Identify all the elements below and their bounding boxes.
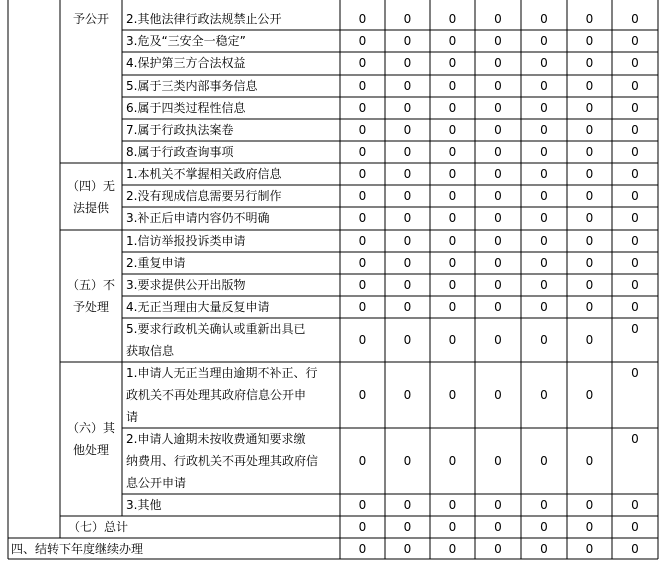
table-cell-value: 0 bbox=[448, 333, 457, 347]
carryover-cell-value: 0 bbox=[540, 542, 548, 556]
table-cell-value: 0 bbox=[585, 167, 594, 181]
category-label bbox=[60, 417, 122, 461]
table-cell-value: 0 bbox=[540, 145, 548, 159]
table-row-label bbox=[126, 428, 338, 494]
table-cell-value: 0 bbox=[540, 34, 548, 48]
table-cell-value: 0 bbox=[403, 34, 412, 48]
table-cell-value: 0 bbox=[358, 56, 367, 70]
table-cell-value: 0 bbox=[358, 333, 367, 347]
table-row-label bbox=[126, 296, 338, 318]
table-cell-value: 0 bbox=[403, 123, 412, 137]
category-label bbox=[60, 274, 122, 318]
table-cell-value: 0 bbox=[494, 79, 502, 93]
table-cell-value: 0 bbox=[585, 123, 594, 137]
table-cell-value: 0 bbox=[631, 498, 639, 512]
table-cell-value: 0 bbox=[403, 56, 412, 70]
table-cell-value: 0 bbox=[403, 79, 412, 93]
table-cell-value: 0 bbox=[585, 101, 594, 115]
table-row-label bbox=[126, 75, 338, 97]
table-cell-value: 0 bbox=[494, 498, 502, 512]
table-cell-value: 0 bbox=[358, 234, 367, 248]
row-label-line: 4.保护第三方合法权益 bbox=[126, 56, 246, 70]
table-row-label bbox=[126, 252, 338, 274]
table-cell-value: 0 bbox=[403, 189, 412, 203]
table-cell-value: 0 bbox=[585, 12, 594, 26]
table-cell-value: 0 bbox=[585, 256, 594, 270]
table-cell-value: 0 bbox=[540, 56, 548, 70]
table-cell-value: 0 bbox=[358, 211, 367, 225]
table-cell-value: 0 bbox=[358, 12, 367, 26]
row-label-line: 1.申请人无正当理由逾期不补正、行 bbox=[126, 366, 318, 380]
table-cell-value: 0 bbox=[585, 333, 594, 347]
row-label-line: 2.重复申请 bbox=[126, 256, 186, 270]
table-row-label bbox=[126, 119, 338, 141]
table-cell-value: 0 bbox=[358, 34, 367, 48]
total-cell-value: 0 bbox=[448, 520, 457, 534]
row-label-line: 7.属于行政执法案卷 bbox=[126, 123, 234, 137]
carryover-cell-value: 0 bbox=[585, 542, 594, 556]
row-label-line: 3.其他 bbox=[126, 498, 162, 512]
table-row-label bbox=[126, 30, 338, 52]
table-cell-value: 0 bbox=[631, 432, 639, 446]
table-cell-value: 0 bbox=[403, 234, 412, 248]
total-cell-value: 0 bbox=[585, 520, 594, 534]
table-cell-value: 0 bbox=[631, 79, 639, 93]
table-cell-value: 0 bbox=[631, 12, 639, 26]
table-cell-value: 0 bbox=[494, 167, 502, 181]
table-cell-value: 0 bbox=[358, 256, 367, 270]
table-cell-value: 0 bbox=[585, 34, 594, 48]
table-cell-value: 0 bbox=[494, 34, 502, 48]
row-label-line: 1.本机关不掌握相关政府信息 bbox=[126, 167, 282, 181]
table-cell-value: 0 bbox=[358, 454, 367, 468]
total-cell-value: 0 bbox=[494, 520, 502, 534]
table-cell-value: 0 bbox=[358, 145, 367, 159]
category-label-line: 法提供 bbox=[72, 200, 109, 215]
table-cell-value: 0 bbox=[494, 56, 502, 70]
table-cell-value: 0 bbox=[448, 498, 457, 512]
row-label-line: 4.无正当理由大量反复申请 bbox=[126, 300, 270, 314]
table-cell-value: 0 bbox=[358, 498, 367, 512]
table-cell-value: 0 bbox=[403, 167, 412, 181]
table-cell-value: 0 bbox=[631, 211, 639, 225]
table-cell-value: 0 bbox=[540, 333, 548, 347]
table-cell-value: 0 bbox=[448, 234, 457, 248]
row-label-line: 2.其他法律行政法规禁止公开 bbox=[126, 12, 282, 26]
row-label-line: 2.申请人逾期未按收费通知要求缴 bbox=[126, 432, 306, 446]
table-cell-value: 0 bbox=[448, 278, 457, 292]
table-cell-value: 0 bbox=[494, 300, 502, 314]
table-cell-value: 0 bbox=[585, 145, 594, 159]
table-cell-value: 0 bbox=[494, 388, 502, 402]
table-cell-value: 0 bbox=[448, 12, 457, 26]
table-cell-value: 0 bbox=[540, 388, 548, 402]
table-cell-value: 0 bbox=[585, 454, 594, 468]
table-cell-value: 0 bbox=[403, 454, 412, 468]
table-cell-value: 0 bbox=[631, 34, 639, 48]
row-label-line: 获取信息 bbox=[126, 344, 175, 358]
table-row-label bbox=[126, 185, 338, 207]
total-cell-value: 0 bbox=[358, 520, 367, 534]
category-label-line: （六）其 bbox=[66, 421, 115, 435]
table-cell-value: 0 bbox=[540, 234, 548, 248]
row-label-line: 政机关不再处理其政府信息公开申 bbox=[126, 388, 307, 402]
table-cell-value: 0 bbox=[631, 322, 639, 336]
table-row-label bbox=[126, 318, 338, 362]
table-cell-value: 0 bbox=[448, 167, 457, 181]
table-cell-value: 0 bbox=[585, 388, 594, 402]
table-cell-value: 0 bbox=[448, 189, 457, 203]
table-cell-value: 0 bbox=[448, 145, 457, 159]
table-row-label bbox=[126, 494, 338, 516]
table-row-label bbox=[126, 97, 338, 119]
table-cell-value: 0 bbox=[358, 123, 367, 137]
table-cell-value: 0 bbox=[448, 388, 457, 402]
table-cell-value: 0 bbox=[448, 454, 457, 468]
table-cell-value: 0 bbox=[585, 278, 594, 292]
table-cell-value: 0 bbox=[403, 388, 412, 402]
table-cell-value: 0 bbox=[540, 300, 548, 314]
table-row-label bbox=[126, 141, 338, 163]
table-cell-value: 0 bbox=[403, 498, 412, 512]
table-cell-value: 0 bbox=[540, 256, 548, 270]
table-cell-value: 0 bbox=[403, 333, 412, 347]
total-cell-value: 0 bbox=[540, 520, 548, 534]
row-label-line: 息公开申请 bbox=[126, 476, 187, 490]
row-label-line: 3.要求提供公开出版物 bbox=[126, 278, 246, 292]
row-label-line: 6.属于四类过程性信息 bbox=[126, 101, 246, 115]
table-cell-value: 0 bbox=[494, 12, 502, 26]
table-cell-value: 0 bbox=[540, 498, 548, 512]
table-cell-value: 0 bbox=[494, 454, 502, 468]
table-cell-value: 0 bbox=[494, 256, 502, 270]
table-row-label bbox=[126, 274, 338, 296]
table-cell-value: 0 bbox=[631, 278, 639, 292]
table-cell-value: 0 bbox=[494, 189, 502, 203]
row-label-line: 5.属于三类内部事务信息 bbox=[126, 79, 258, 93]
table-cell-value: 0 bbox=[540, 12, 548, 26]
table-cell-value: 0 bbox=[358, 167, 367, 181]
table-cell-value: 0 bbox=[540, 167, 548, 181]
table-cell-value: 0 bbox=[540, 123, 548, 137]
table-cell-value: 0 bbox=[403, 12, 412, 26]
carryover-cell-value: 0 bbox=[403, 542, 412, 556]
table-cell-value: 0 bbox=[631, 123, 639, 137]
table-cell-value: 0 bbox=[403, 256, 412, 270]
table-cell-value: 0 bbox=[448, 56, 457, 70]
total-cell-value: 0 bbox=[403, 520, 412, 534]
table-cell-value: 0 bbox=[540, 211, 548, 225]
category-label-line: 他处理 bbox=[72, 443, 109, 457]
table-cell-value: 0 bbox=[403, 101, 412, 115]
table-cell-value: 0 bbox=[494, 145, 502, 159]
table-cell-value: 0 bbox=[494, 211, 502, 225]
row-label-line: 5.要求行政机关确认或重新出具已 bbox=[126, 322, 306, 336]
table-cell-value: 0 bbox=[448, 101, 457, 115]
table-cell-value: 0 bbox=[358, 300, 367, 314]
table-cell-value: 0 bbox=[585, 211, 594, 225]
table-cell-value: 0 bbox=[494, 333, 502, 347]
table-row-label bbox=[126, 230, 338, 252]
table-cell-value: 0 bbox=[540, 454, 548, 468]
table-cell-value: 0 bbox=[358, 388, 367, 402]
table-cell-value: 0 bbox=[631, 300, 639, 314]
table-cell-value: 0 bbox=[403, 300, 412, 314]
row-label-line: 请 bbox=[126, 410, 139, 424]
table-cell-value: 0 bbox=[585, 189, 594, 203]
table-cell-value: 0 bbox=[631, 234, 639, 248]
carryover-cell-value: 0 bbox=[448, 542, 457, 556]
table-row-label bbox=[126, 52, 338, 74]
table-cell-value: 0 bbox=[494, 278, 502, 292]
category-label-line: （四）无 bbox=[66, 178, 115, 193]
table-cell-value: 0 bbox=[494, 234, 502, 248]
table-cell-value: 0 bbox=[631, 189, 639, 203]
table-cell-value: 0 bbox=[631, 256, 639, 270]
table-cell-value: 0 bbox=[448, 79, 457, 93]
table-row-label bbox=[126, 362, 338, 428]
table-cell-value: 0 bbox=[358, 189, 367, 203]
category-label-line: 予处理 bbox=[72, 300, 109, 314]
table-cell-value: 0 bbox=[540, 79, 548, 93]
table-cell-value: 0 bbox=[585, 234, 594, 248]
category-label bbox=[60, 8, 122, 30]
table-cell-value: 0 bbox=[585, 79, 594, 93]
table-cell-value: 0 bbox=[631, 101, 639, 115]
category-label-line: （五）不 bbox=[66, 278, 115, 292]
table-cell-value: 0 bbox=[585, 498, 594, 512]
table-cell-value: 0 bbox=[448, 256, 457, 270]
table-cell-value: 0 bbox=[631, 145, 639, 159]
table-row-label bbox=[126, 8, 338, 30]
carryover-cell-value: 0 bbox=[494, 542, 502, 556]
table-cell-value: 0 bbox=[448, 123, 457, 137]
row-label-line: 3.补正后申请内容仍不明确 bbox=[126, 211, 270, 225]
row-label-line: 8.属于行政查询事项 bbox=[126, 145, 234, 159]
table-cell-value: 0 bbox=[448, 300, 457, 314]
total-cell-value: 0 bbox=[631, 520, 639, 534]
table-cell-value: 0 bbox=[448, 211, 457, 225]
category-label bbox=[60, 175, 122, 219]
table-cell-value: 0 bbox=[358, 79, 367, 93]
table-cell-value: 0 bbox=[448, 34, 457, 48]
table-cell-value: 0 bbox=[585, 300, 594, 314]
row-label-line: 1.信访举报投诉类申请 bbox=[126, 234, 246, 248]
table-cell-value: 0 bbox=[403, 145, 412, 159]
table-cell-value: 0 bbox=[494, 101, 502, 115]
table-row-label bbox=[126, 207, 338, 229]
table-cell-value: 0 bbox=[585, 56, 594, 70]
carryover-cell-value: 0 bbox=[631, 542, 639, 556]
table-cell-value: 0 bbox=[358, 278, 367, 292]
row-label-line: 3.危及“三安全一稳定” bbox=[126, 34, 246, 48]
table-cell-value: 0 bbox=[494, 123, 502, 137]
table-cell-value: 0 bbox=[631, 366, 639, 380]
table-cell-value: 0 bbox=[540, 278, 548, 292]
total-row-label: （七）总计 bbox=[68, 520, 129, 534]
table-cell-value: 0 bbox=[540, 101, 548, 115]
table-cell-value: 0 bbox=[403, 278, 412, 292]
row-label-line: 纳费用、行政机关不再处理其政府信 bbox=[126, 454, 319, 468]
carryover-row-label: 四、结转下年度继续办理 bbox=[11, 542, 144, 556]
table-cell-value: 0 bbox=[540, 189, 548, 203]
category-label-line: 予公开 bbox=[72, 12, 109, 26]
table-cell-value: 0 bbox=[358, 101, 367, 115]
row-label-line: 2.没有现成信息需要另行制作 bbox=[126, 189, 282, 203]
carryover-cell-value: 0 bbox=[358, 542, 367, 556]
table-cell-value: 0 bbox=[631, 167, 639, 181]
table-cell-value: 0 bbox=[403, 211, 412, 225]
table-cell-value: 0 bbox=[631, 56, 639, 70]
table-row-label bbox=[126, 163, 338, 185]
